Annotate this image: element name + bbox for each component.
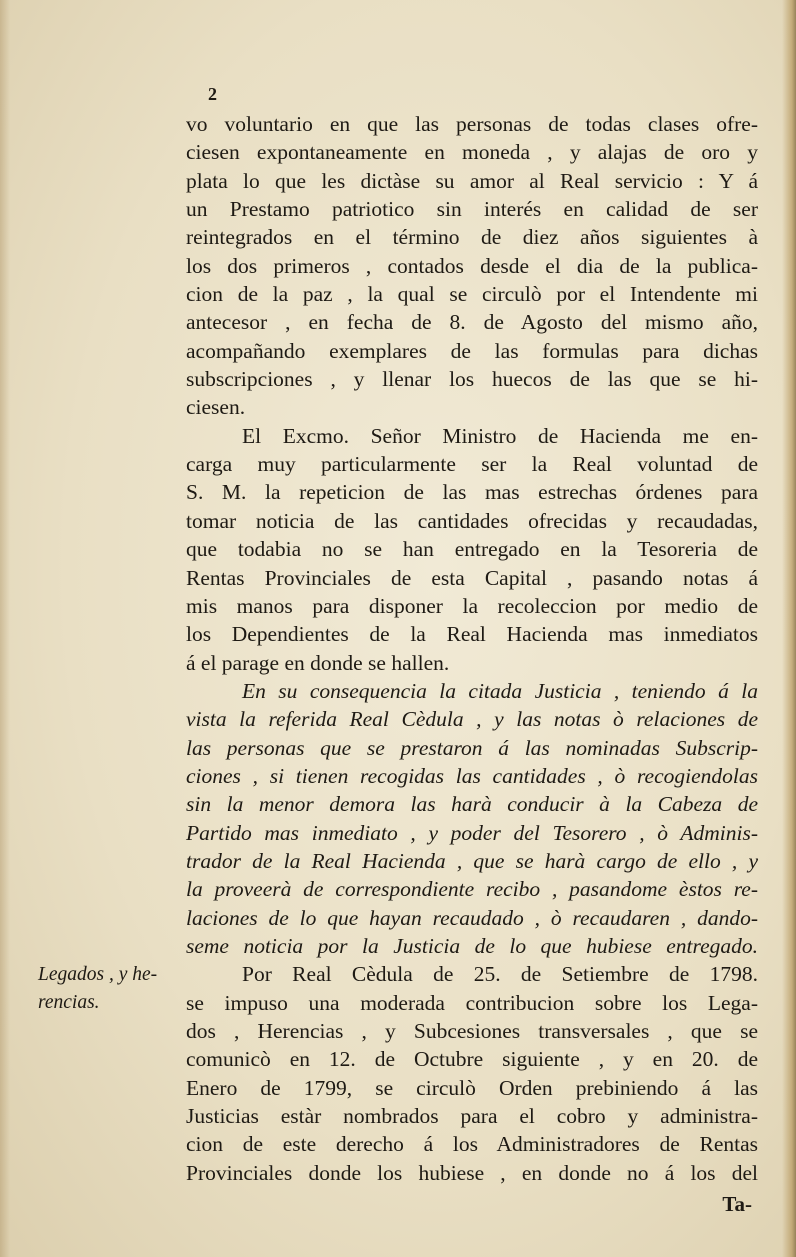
text-line: Partido mas inmediato , y poder del Tesorero , ò Adminis- (186, 820, 758, 845)
text-line: un Prestamo patriotico sin interés en calidad de ser (186, 197, 758, 222)
text-line: subscripciones , y llenar los huecos de las que se hi- (186, 367, 758, 392)
text-line: los Dependientes de la Real Hacienda mas inmediatos (186, 622, 758, 647)
text-line: Provinciales donde los hubiese , en donde no á los del (186, 1160, 758, 1185)
margin-note (38, 961, 157, 1017)
text-line: los dos primeros , contados desde el dia de la publica- (186, 253, 758, 278)
text-line: se impuso una moderada contribucion sobre los Lega- (186, 990, 758, 1015)
body-text (186, 110, 758, 1187)
text-line: cion de la paz , la qual se circulò por el Intendente mi (186, 282, 758, 307)
text-line: vo voluntario en que las personas de todas clases ofre- (186, 112, 758, 136)
page-number: 2 (208, 84, 217, 104)
text-line: mis manos para disponer la recoleccion por medio de (186, 593, 758, 618)
paragraph-legados (186, 960, 758, 1187)
text-line: Rentas Provinciales de esta Capital , pasando notas á (186, 565, 758, 590)
paragraph-continuation (186, 110, 758, 422)
text-line: seme noticia por la Justicia de lo que hubiese entregado. (186, 933, 758, 958)
text-line: trador de la Real Hacienda , que se harà cargo de ello , y (186, 848, 758, 873)
text-line: laciones de lo que hayan recaudado , ò recaudaren , dando- (186, 905, 758, 930)
text-line: S. M. la repeticion de las mas estrechas órdenes para (186, 480, 758, 505)
page-shadow-right (782, 0, 796, 1257)
text-line: vista la referida Real Cèdula , y las notas ò relaciones de (186, 707, 758, 732)
text-line: plata lo que les dictàse su amor al Real servicio : Y á (186, 168, 758, 193)
text-line: reintegrados en el término de diez años siguientes à (186, 225, 758, 250)
text-line: dos , Herencias , y Subcesiones transversales , que se (186, 1019, 758, 1043)
text-line: ciesen expontaneamente en moneda , y alajas de oro y (186, 140, 758, 165)
text-line: En su consequencia la citada Justicia , teniendo á la (242, 678, 758, 703)
text-line: la proveerà de correspondiente recibo , pasandome èstos re- (186, 877, 758, 902)
catchword: Ta- (722, 1192, 752, 1216)
margin-note-line: Legados , y he- (38, 964, 158, 985)
paragraph-ministro (186, 422, 758, 677)
text-line: El Excmo. Señor Ministro de Hacienda me en- (242, 423, 758, 448)
text-line: antecesor , en fecha de 8. de Agosto del mismo año, (186, 310, 758, 335)
text-line: acompañando exemplares de las formulas para dichas (186, 338, 758, 363)
text-line: carga muy particularmente ser la Real voluntad de (186, 452, 758, 477)
page-shadow-left (0, 0, 10, 1257)
text-line: tomar noticia de las cantidades ofrecidas y recaudadas, (186, 508, 758, 533)
text-line: que todabia no se han entregado en la Tesoreria de (186, 537, 758, 562)
text-line: Justicias estàr nombrados para el cobro y administra- (186, 1104, 758, 1129)
text-line: ciones , si tienen recogidas las cantidades , ò recogiendolas (186, 763, 758, 788)
margin-note-line: rencias. (38, 992, 100, 1013)
text-line: á el parage en donde se hallen. (186, 650, 450, 675)
text-line: ciesen. (186, 395, 246, 420)
text-line: cion de este derecho á los Administradores de Rentas (186, 1132, 758, 1157)
text-line: sin la menor demora las harà conducir à la Cabeza de (186, 792, 758, 817)
text-line: Por Real Cèdula de 25. de Setiembre de 1798. (242, 962, 758, 987)
paragraph-consequencia (186, 677, 758, 960)
text-line: las personas que se prestaron á las nominadas Subscrip- (186, 735, 758, 760)
text-line: comunicò en 12. de Octubre siguiente , y en 20. de (186, 1047, 758, 1072)
text-line: Enero de 1799, se circulò Orden prebiniendo á las (186, 1075, 758, 1100)
